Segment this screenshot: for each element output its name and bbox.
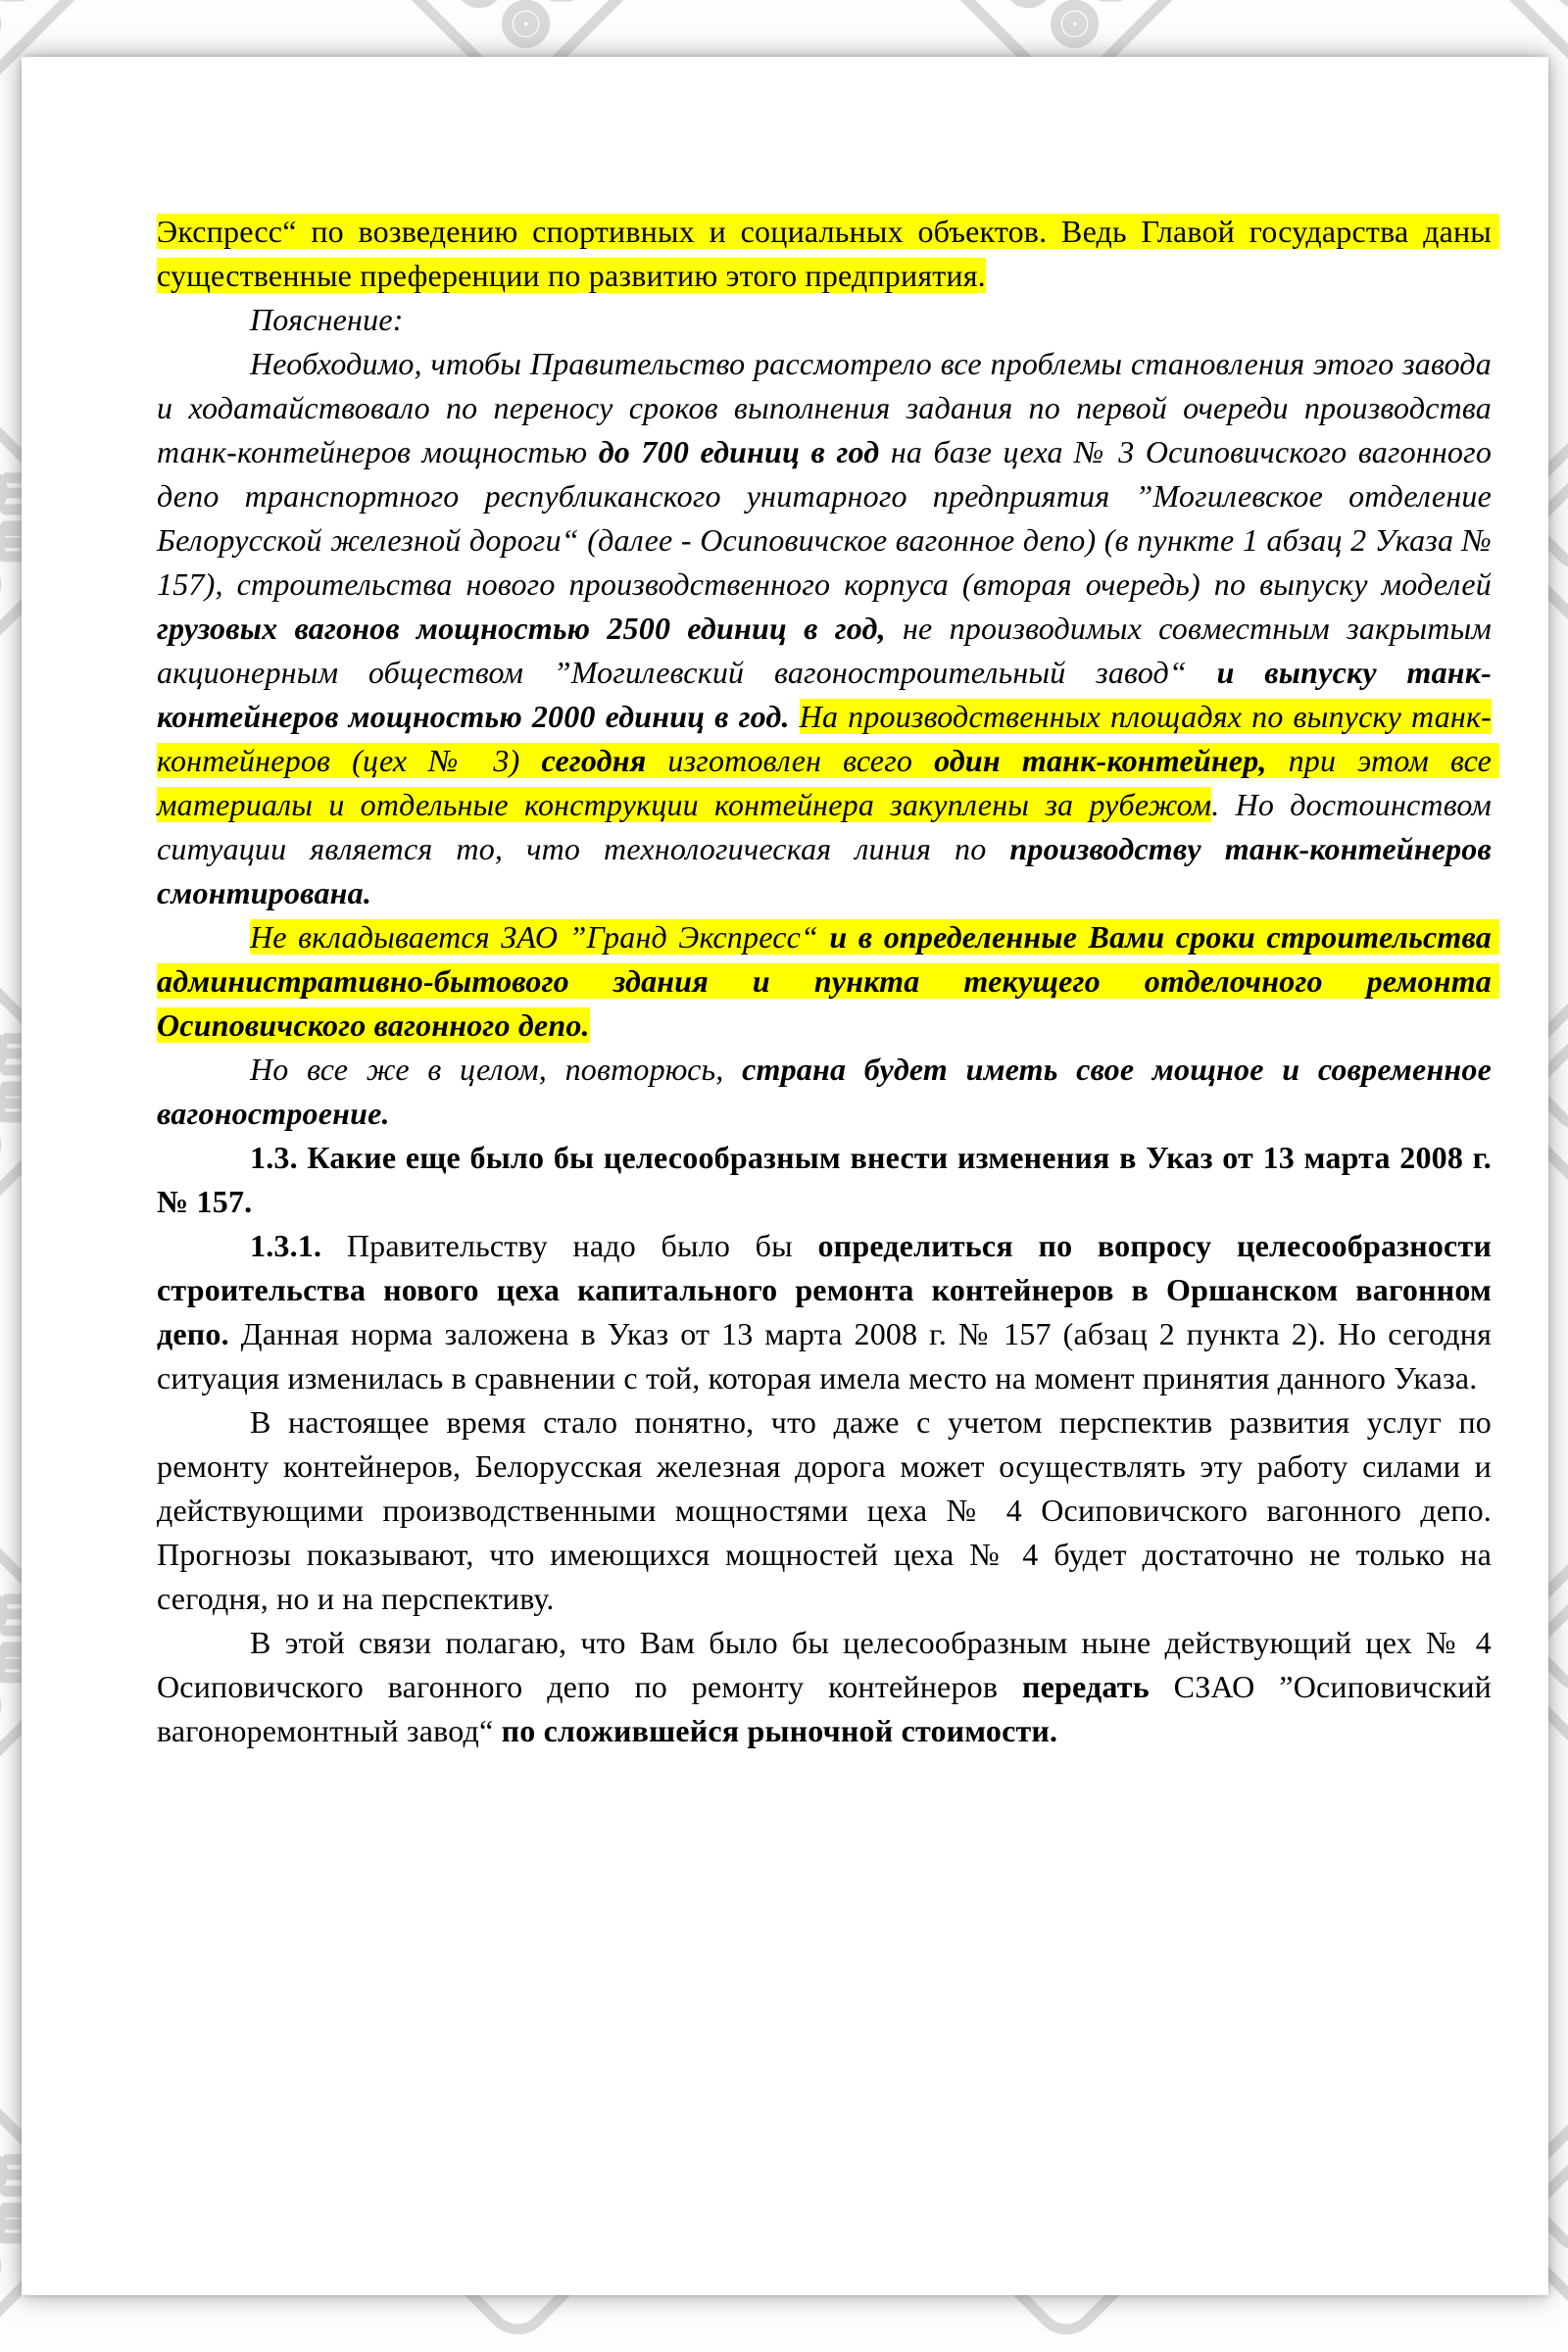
text-run: . Но достоинством ситуации является то, что технологическая линия по	[157, 787, 1500, 866]
text-run: производству танк-контейнеров смонтирована.	[157, 831, 1500, 910]
text-run: сложившейся рыночной стоимости.	[543, 1713, 1058, 1748]
text-run: изготовлен всего	[667, 743, 935, 778]
text-run: грузовых вагонов мощностью 2500 единиц в год,	[157, 611, 886, 646]
watermark-stripes-icon	[88, 2327, 420, 2352]
document-page	[22, 57, 1548, 2295]
text-run: Необходимо, чтобы Правительство рассмотрело все проблемы становления этого завода и ходатайствовало по переносу сроков выполнения задания по первой очереди производства танк-контейнеров мощностью	[157, 346, 1500, 469]
watermark-stripes-icon	[637, 2327, 969, 2352]
paragraph-conclusion-italic	[157, 1048, 1500, 1136]
text-run: Пояснение:	[250, 302, 404, 337]
text-run: Не вкладывается ЗАО ”Гранд Экспресс“	[250, 919, 830, 955]
text-run: В этой связи полагаю, что Вам было бы целесообразным ныне действующий цех № 4 Осиповичского вагонного депо по ремонту контейнеров	[157, 1625, 1500, 1704]
text-run: На производственных площадях по выпуску танк-контейнеров (цех № 3)	[157, 699, 1492, 778]
text-run: не производимых совместным закрытым акционерным обществом ”Могилевский вагоностроительный завод“	[157, 611, 1500, 690]
paragraph-poyasnenie-label	[157, 298, 1492, 342]
text-run: 1.3.1.	[250, 1228, 347, 1263]
watermark-stripes-icon	[1186, 2327, 1518, 2352]
text-run: передать	[1022, 1669, 1174, 1704]
text-run: один танк-контейнер,	[934, 743, 1289, 778]
text-run: СЗАО ”Осиповичский вагоноремонтный завод“	[157, 1669, 1500, 1748]
paragraph-poyasnenie-body	[157, 342, 1500, 915]
text-run: и выпуску танк-контейнеров мощностью 2000 единиц в год.	[157, 655, 1493, 734]
text-run: Экспресс“ по возведению спортивных и социальных объектов. Ведь Главой государства даны существенные преференции по развитию этого предприятия.	[157, 214, 1500, 293]
text-run: Данная норма заложена в Указ от 13 марта 2008 г. № 157 (абзац 2 пункта 2). Но сегодня ситуация изменилась в сравнении с той, которая имела место на момент принятия данного Указа.	[157, 1316, 1500, 1396]
text-run: Правительству надо было бы	[346, 1228, 818, 1263]
paragraph-section-1-3-1	[157, 1224, 1500, 1400]
text-run: на базе цеха № 3 Осиповичского вагонного депо транспортного республиканского унитарного предприятия ”Могилевское отделение Белорусской железной дороги“ (далее - Осиповичское вагонное депо) (в пункте 1 абзац 2 Указа № 157), строительства нового производственного корпуса (вторая очередь) по выпуску моделей	[157, 434, 1500, 602]
text-run: по	[501, 1713, 544, 1748]
paragraph-proposal	[157, 1621, 1500, 1753]
paragraph-intro-highlight	[157, 210, 1500, 298]
text-run: 1.3. Какие еще было бы целесообразным внести изменения в Указ от 13 марта 2008 г. № 157.	[157, 1140, 1500, 1219]
text-run: при этом все материалы и отдельные конструкции контейнера закуплены за рубежом	[157, 743, 1500, 822]
text-run: до 700 единиц в год	[598, 434, 891, 469]
text-run: и в определенные Вами сроки строительства административно-бытового здания и пункта текущего отделочного ремонта Осиповичского вагонного депо.	[157, 919, 1500, 1043]
paragraph-grand-express-highlight	[157, 915, 1500, 1048]
paragraph-section-1-3	[157, 1136, 1500, 1224]
text-run: Но все же в целом, повторюсь,	[250, 1052, 743, 1087]
text-run: сегодня	[541, 743, 668, 778]
text-run: определиться по вопросу целесообразности строительства нового цеха капитального ремонта контейнеров в Оршанском вагонном депо.	[157, 1228, 1500, 1351]
paragraph-current-situation	[157, 1400, 1500, 1621]
text-run: В настоящее время стало понятно, что даже с учетом перспектив развития услуг по ремонту контейнеров, Белорусская железная дорога может осуществлять эту работу силами и действующими производственными мощностями цеха № 4 Осиповичского вагонного депо. Прогнозы показывают, что имеющихся мощностей цеха № 4 будет достаточно не только на сегодня, но и на перспективу.	[157, 1404, 1500, 1616]
text-run: страна будет иметь свое мощное и современное вагоностроение.	[157, 1052, 1500, 1131]
document-content	[157, 210, 1500, 1753]
